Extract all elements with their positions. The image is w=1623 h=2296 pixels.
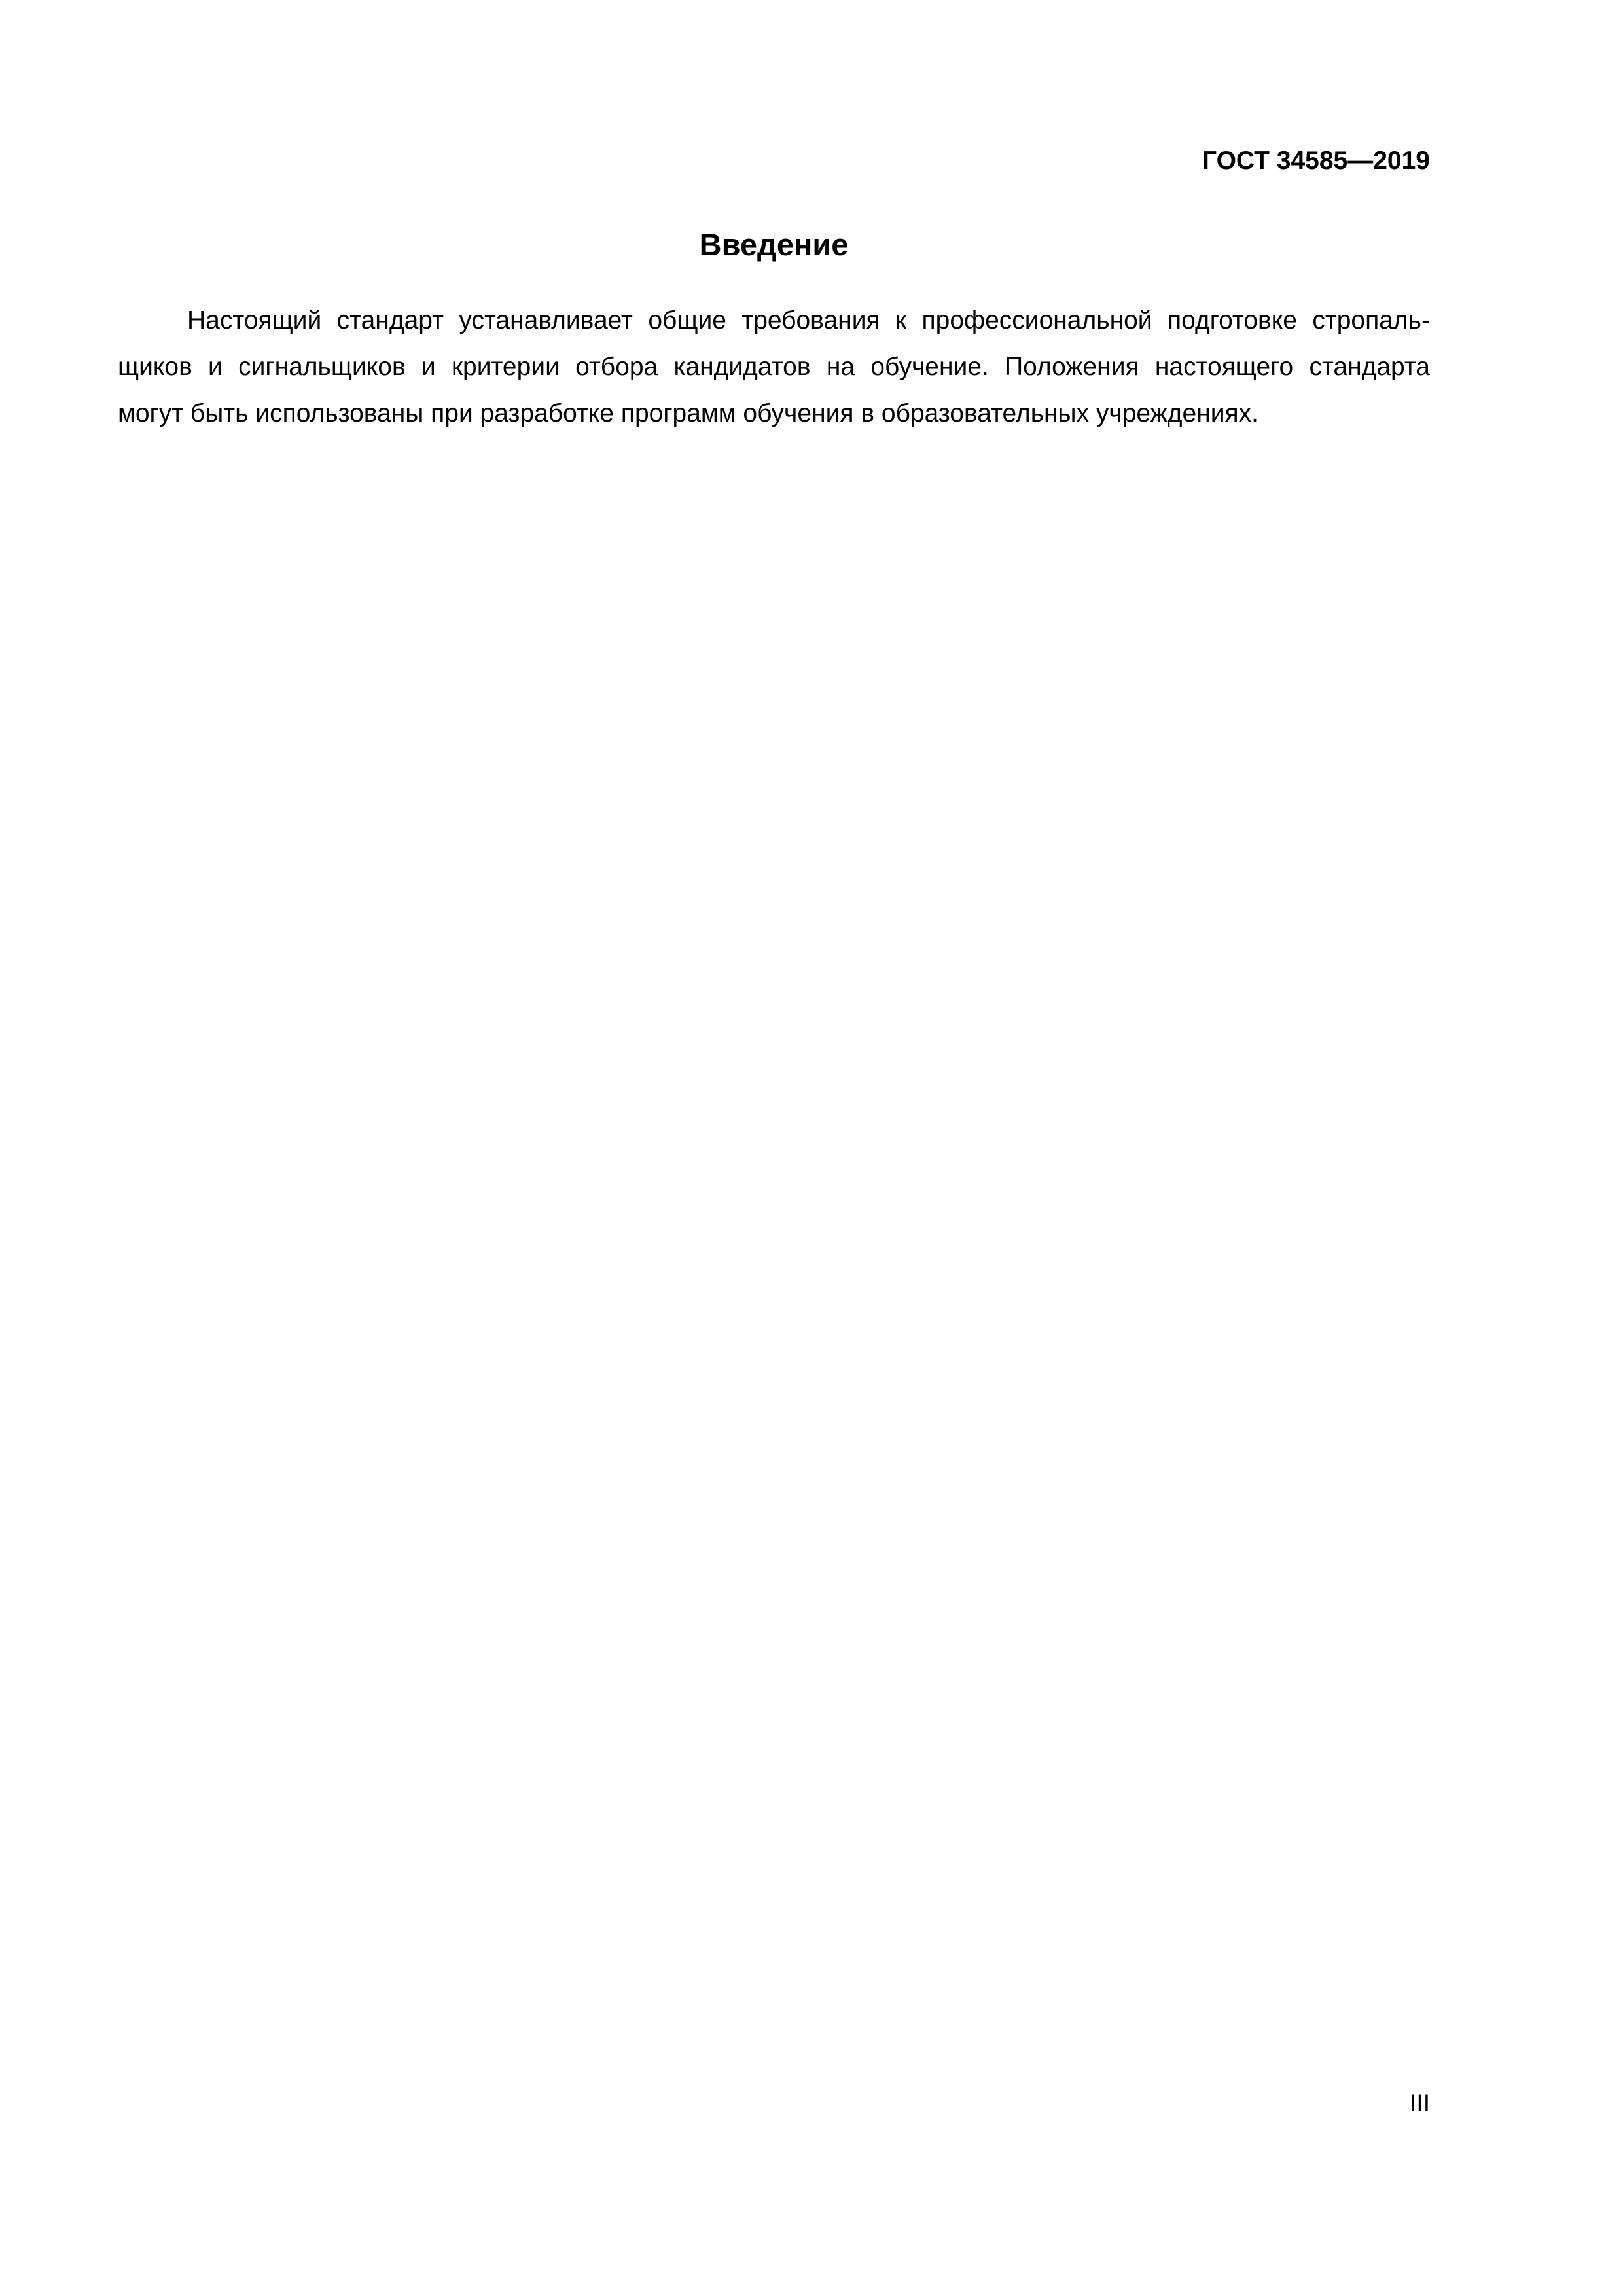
intro-paragraph [118,297,1430,437]
intro-line: щиков и сигнальщиков и критерии отбора кандидатов на обучение. Положения настоящего стандарта [118,353,1430,381]
standard-number-header: ГОСТ 34585—2019 [1202,147,1430,175]
section-title: Введение [699,227,849,262]
intro-line: могут быть использованы при разработке программ обучения в образовательных учреждениях. [118,399,1258,427]
intro-line: Настоящий стандарт устанавливает общие требования к профессиональной подготовке стропаль- [187,306,1430,334]
page-number: III [1410,2090,1430,2117]
